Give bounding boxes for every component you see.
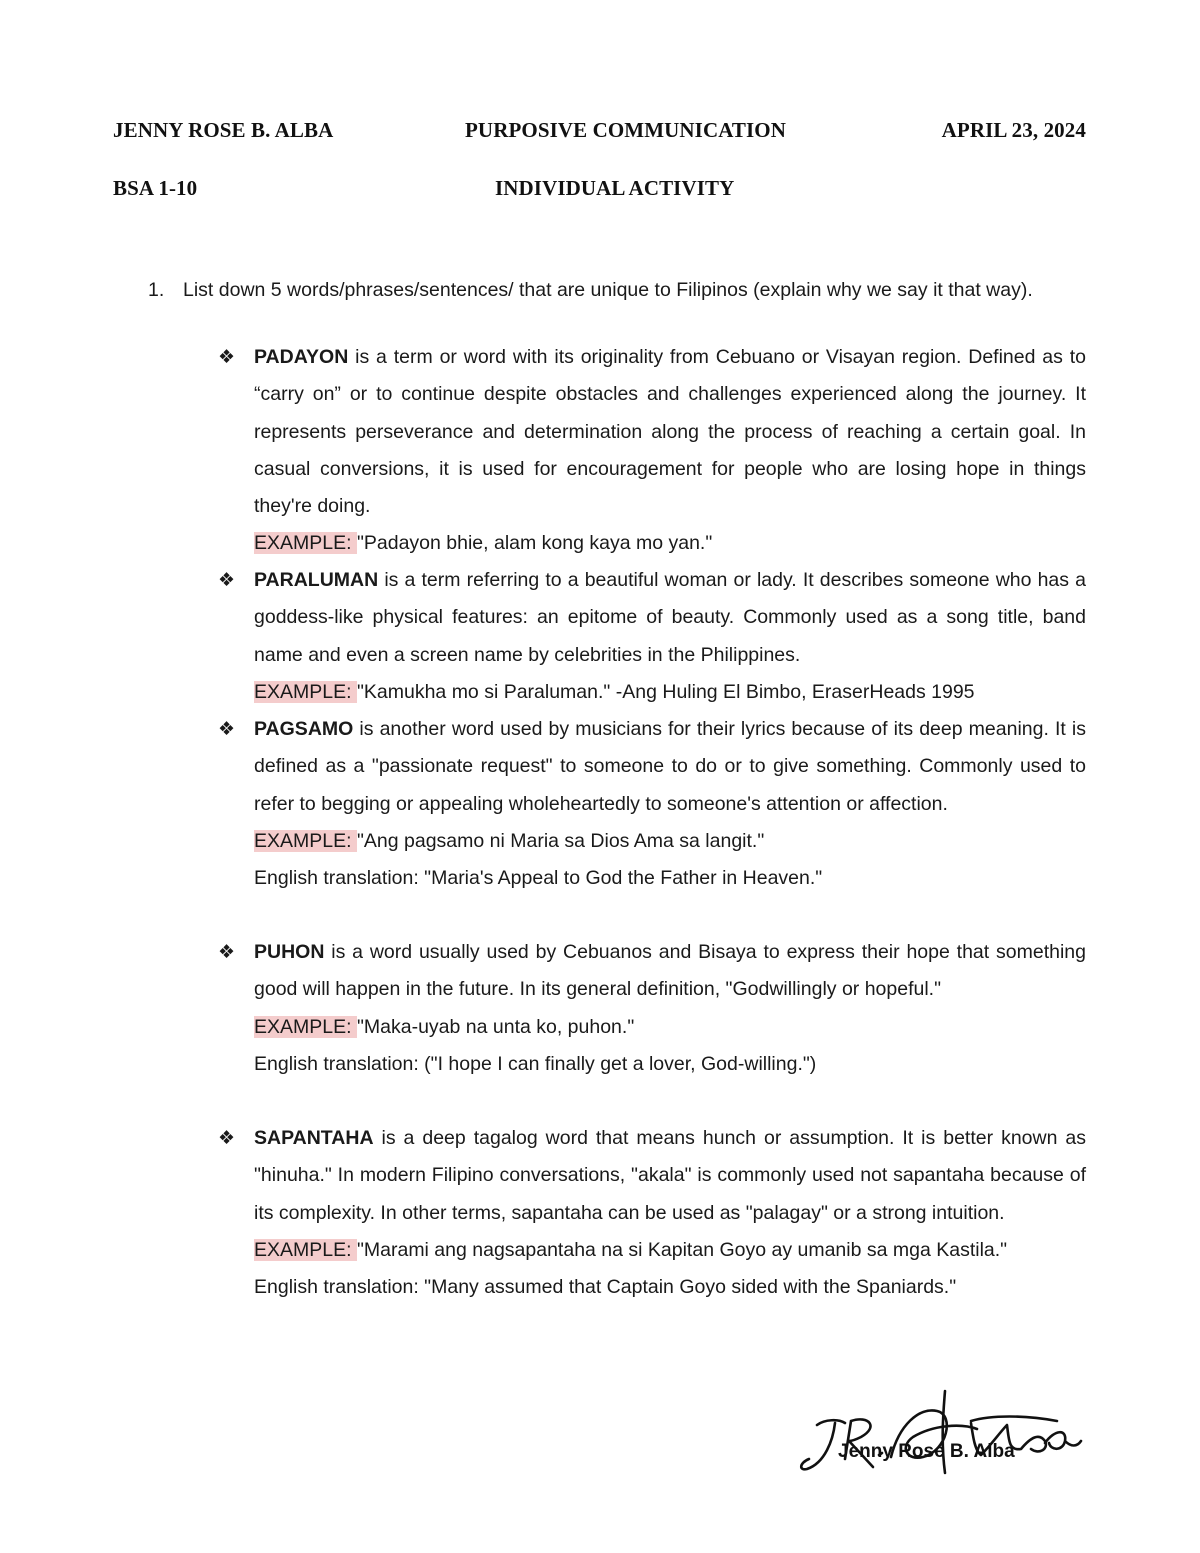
diamond-bullet-icon: ❖ (218, 1127, 236, 1149)
example-text: "Ang pagsamo ni Maria sa Dios Ama sa langit." (356, 829, 765, 852)
definition-text: is a term or word with its originality from Cebuano or Visayan region. Defined as to “carry on” or to continue despite obstacles and challenges experienced along the journey. It represents perseverance and determination along the process of reaching a certain goal. In casual conversions, it is used for encouragement for people who are losing hope in things they're doing. (254, 346, 1086, 518)
example-label: EXAMPLE: (254, 1015, 357, 1038)
definition-paragraph (254, 1120, 1086, 1232)
signature-name: Jenny Rose B. Alba (838, 1441, 1015, 1462)
example-text: "Padayon bhie, alam kong kaya mo yan." (356, 532, 713, 555)
diamond-bullet-icon: ❖ (218, 941, 236, 963)
term: PUHON (254, 941, 325, 963)
translation-line: English translation: "Maria's Appeal to God the Father in Heaven." (254, 867, 823, 890)
example-label: EXAMPLE: (254, 1238, 357, 1261)
question-text: List down 5 words/phrases/sentences/ that are unique to Filipinos (explain why we say it that way). (183, 279, 1033, 301)
example-line (254, 674, 1086, 711)
handwritten-signature-icon (795, 1385, 1085, 1485)
example-label: EXAMPLE: (254, 829, 357, 852)
definition-paragraph (254, 339, 1086, 525)
example-line (254, 1232, 1086, 1269)
example-text: "Kamukha mo si Paraluman." -Ang Huling El Bimbo, EraserHeads 1995 (356, 680, 975, 703)
example-label: EXAMPLE: (254, 680, 357, 703)
translation-line: English translation: ("I hope I can finally get a lover, God-willing.") (254, 1052, 817, 1075)
definition-paragraph (254, 562, 1086, 674)
student-name: JENNY ROSE B. ALBA (113, 118, 334, 142)
definition-paragraph (254, 711, 1086, 823)
submission-date: APRIL 23, 2024 (941, 118, 1086, 142)
example-line (254, 823, 1086, 860)
diamond-bullet-icon: ❖ (218, 718, 236, 740)
diamond-bullet-icon: ❖ (218, 346, 236, 368)
definition-text: is another word used by musicians for their lyrics because of its deep meaning. It is defined as a "passionate request" to someone to do or to give something. Commonly used to refer to begging or appealing wholeheartedly to someone's attention or affection. (254, 718, 1086, 815)
course-title: PURPOSIVE COMMUNICATION (465, 118, 786, 142)
example-text: "Maka-uyab na unta ko, puhon." (356, 1015, 635, 1038)
activity-title: INDIVIDUAL ACTIVITY (495, 176, 735, 200)
example-line (254, 525, 1086, 562)
definition-text: is a deep tagalog word that means hunch or assumption. It is better known as "hinuha." In modern Filipino conversations, "akala" is commonly used not sapantaha because of its complexity. In other terms, sapantaha can be used as "palagay" or a strong intuition. (254, 1127, 1086, 1224)
signature-block (795, 1385, 1085, 1485)
term: SAPANTAHA (254, 1127, 374, 1149)
diamond-bullet-icon: ❖ (218, 569, 236, 591)
definition-text: is a term referring to a beautiful woman or lady. It describes someone who has a goddess-like physical features: an epitome of beauty. Commonly used as a song title, band name and even a screen name by celebrities in the Philippines. (254, 569, 1086, 666)
section-label: BSA 1-10 (113, 176, 198, 200)
term: PAGSAMO (254, 718, 354, 740)
definition-paragraph (254, 934, 1086, 1009)
example-line (254, 1009, 1086, 1046)
question-number: 1. (148, 279, 165, 301)
translation-line: English translation: "Many assumed that Captain Goyo sided with the Spaniards." (254, 1276, 957, 1299)
term: PARALUMAN (254, 569, 379, 591)
example-label: EXAMPLE: (254, 532, 357, 555)
definition-text: is a word usually used by Cebuanos and Bisaya to express their hope that something good will happen in the future. In its general definition, "Godwillingly or hopeful." (254, 941, 1086, 1001)
term: PADAYON (254, 346, 349, 368)
example-text: "Marami ang nagsapantaha na si Kapitan Goyo ay umanib sa mga Kastila." (356, 1238, 1008, 1261)
